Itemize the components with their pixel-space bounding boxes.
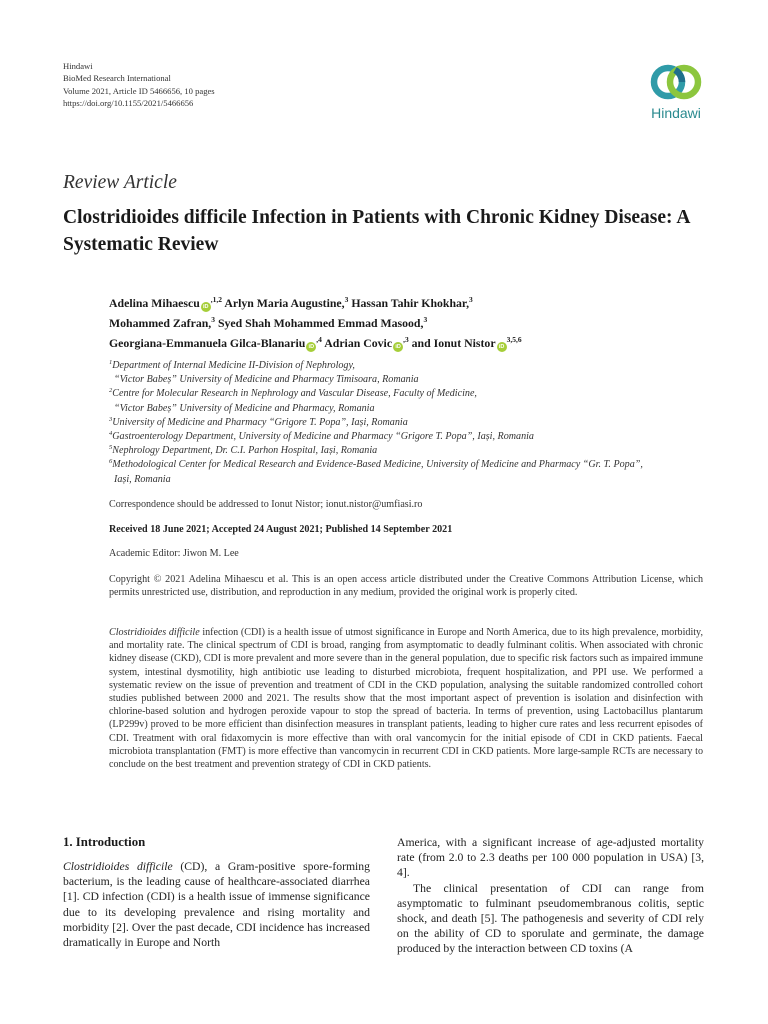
affiliation-line — [109, 402, 729, 416]
copyright-notice: Copyright © 2021 Adelina Mihaescu et al. This is an open access article distributed under the Creative Commons Attribution License, which permits unrestricted use, distribution, and reproduction in any medium, provided the original work is properly cited. — [109, 574, 703, 599]
affiliation-line — [109, 473, 729, 487]
affiliation-text: Nephrology Department, Dr. C.I. Parhon Hospital, Iași, Romania — [112, 445, 378, 457]
doi-link[interactable]: https://doi.org/10.1155/2021/5466656 — [63, 98, 194, 109]
author-name: Adelina Mihaescu — [109, 296, 200, 310]
orcid-icon[interactable]: iD — [393, 342, 403, 352]
author-affiliation-ref: ,4 — [316, 335, 322, 344]
affiliation-number: 3 — [109, 415, 113, 423]
left-column — [63, 835, 370, 950]
affiliation-text: Department of Internal Medicine II-Division of Nephrology, — [112, 360, 355, 371]
author-name: Georgiana-Emmanuela Gilca-Blanariu — [109, 336, 306, 350]
author-7 — [412, 336, 522, 350]
author-affiliation-ref: 3 — [469, 295, 473, 304]
affiliation-text: “Victor Babeș” University of Medicine and Pharmacy Timisoara, Romania — [114, 374, 419, 386]
abstract-text: infection (CDI) is a health issue of utmost significance in Europe and North America, due to its high prevalence, morbidity, and mortality rate. The clinical spectrum of CDI is broad, ranging from asymptomatic to deadly fulminant colitis. When associated with chronic kidney disease (CKD), CDI is more prevalent and more severe than in the general population, due to specific risk factors such as impaired immune system, intestinal dysmotility, high antibiotic use leading to disturbed microbiota, frequent hospitalization, and PPI use. We performed a systematic review on the issue of prevention and treatment of CDI in the CKD population, analysing the suitable randomized controlled cohort studies published between 2000 and 2021. The results show that the most important aspect of prevention is isolation and disinfection with chlorine-based solution and hydrogen peroxide vapour to stop the spread of bacteria. In terms of prevention, using Lactobacillus plantarum (LP299v) proved to be more efficient than disinfection measures in transplant patients, leading to higher cure rates and less recurrent episodes of CDI. Treatment with oral fidaxomycin is more effective than with oral vancomycin for the initial episode of CDI in CKD patients. Faecal microbiota transplantation (FMT) is more effective than vancomycin in recurrent CDI in CKD patients. More large-sample RCTs are necessary to conclude on the best treatment and prevention strategy of CDI in CKD patients. — [109, 627, 703, 771]
publisher-name: Hindawi — [63, 61, 93, 71]
hindawi-logo — [636, 60, 716, 121]
correspondence: Correspondence should be addressed to Ionut Nistor; ionut.nistor@umfiasi.ro — [109, 499, 423, 510]
affiliation-line — [109, 387, 729, 401]
article-title: Clostridioides difficile Infection in Patients with Chronic Kidney Disease: A Systematic Review — [63, 207, 690, 255]
journal-header — [63, 60, 215, 110]
affiliation-number: 4 — [109, 430, 113, 438]
affiliation-text: Methodological Center for Medical Research and Evidence-Based Medicine, University of Medicine and Pharmacy “Gr. T. Popa”, — [112, 459, 643, 471]
affiliation-text: Centre for Molecular Research in Nephrology and Vascular Disease, Faculty of Medicine, — [112, 388, 477, 400]
affiliation-text: “Victor Babeș” University of Medicine and Pharmacy, Romania — [114, 402, 375, 414]
author-0 — [109, 296, 222, 310]
author-5 — [109, 336, 322, 350]
intro-lead: Clostridioides difficile — [63, 860, 173, 873]
affiliation-line — [109, 373, 729, 387]
affiliation-number: 2 — [109, 387, 113, 395]
affiliation-text: University of Medicine and Pharmacy “Grigore T. Popa”, Iași, Romania — [112, 416, 408, 428]
author-affiliation-ref: 3 — [344, 295, 349, 304]
author-name: Adrian Covic — [324, 336, 393, 350]
author-affiliation-ref: 3,5,6 — [506, 335, 522, 344]
affiliation-line — [109, 430, 729, 444]
journal-name: BioMed Research International — [63, 73, 171, 84]
affiliation-line — [109, 444, 729, 458]
affiliation-line — [109, 416, 729, 430]
author-name: Arlyn Maria Augustine, — [224, 296, 345, 310]
author-4 — [218, 316, 427, 330]
orcid-icon[interactable]: iD — [306, 342, 316, 352]
academic-editor: Academic Editor: Jiwon M. Lee — [109, 548, 239, 559]
orcid-icon[interactable]: iD — [201, 302, 211, 312]
author-affiliation-ref: 3 — [211, 315, 215, 324]
author-affiliation-ref: 3 — [423, 315, 428, 324]
author-affiliation-ref: ,3 — [403, 335, 409, 344]
author-affiliation-ref: ,1,2 — [210, 295, 223, 304]
author-name: Mohammed Zafran, — [109, 316, 212, 330]
affiliation-number: 1 — [109, 359, 113, 366]
affiliation-number: 5 — [109, 444, 113, 452]
intro-paragraph-1 — [63, 859, 370, 950]
affiliation-line — [109, 359, 729, 373]
publication-dates: Received 18 June 2021; Accepted 24 August 2021; Published 14 September 2021 — [109, 524, 453, 535]
affiliation-number: 6 — [109, 458, 113, 466]
intro-paragraph-2: America, with a significant increase of age-adjusted mortality rate (from 2.0 to 2.3 deaths per 100 000 population in USA) [3, 4]. — [397, 836, 704, 880]
logo-wordmark: Hindawi — [651, 105, 701, 121]
affiliation-line — [109, 458, 729, 472]
right-column — [397, 835, 704, 957]
volume-line: Volume 2021, Article ID 5466656, 10 pages — [63, 85, 215, 96]
author-3 — [109, 316, 215, 330]
hindawi-logo-icon — [648, 60, 704, 104]
author-name: Hassan Tahir Khokhar, — [351, 296, 470, 310]
abstract-lead: Clostridioides difficile — [109, 627, 200, 638]
author-6 — [324, 336, 408, 350]
intro-paragraph-1-text: (CD), a Gram-positive spore-forming bacterium, is the leading cause of healthcare-associated diarrhea [1]. CD infection (CDI) is a health issue of immense significance due to its developing prevalence and rising mortality and morbidity [2]. Over the past decade, CDI incidence has increased dramatically in Europe and North — [63, 860, 370, 950]
abstract — [109, 626, 703, 771]
author-name: Syed Shah Mohammed Emmad Masood, — [217, 316, 424, 330]
section-heading: 1. Introduction — [63, 835, 146, 849]
intro-paragraph-3: The clinical presentation of CDI can range from asymptomatic to fulminant pseudomembranous colitis, septic shock, and death [5]. The pathogenesis and severity of CDI rely on the ability of CD to sporulate and germinate, the damage produced by the interaction between CD toxins (A — [397, 881, 704, 956]
author-1 — [224, 296, 348, 310]
author-list — [109, 293, 729, 353]
author-2 — [351, 296, 472, 310]
orcid-icon[interactable]: iD — [497, 342, 507, 352]
affiliation-list — [109, 359, 729, 487]
affiliation-text: Gastroenterology Department, University of Medicine and Pharmacy “Grigore T. Popa”, Iași, Romania — [112, 431, 534, 443]
author-name: and Ionut Nistor — [411, 336, 496, 350]
article-type: Review Article — [63, 172, 177, 193]
affiliation-text: Iași, Romania — [114, 473, 171, 485]
